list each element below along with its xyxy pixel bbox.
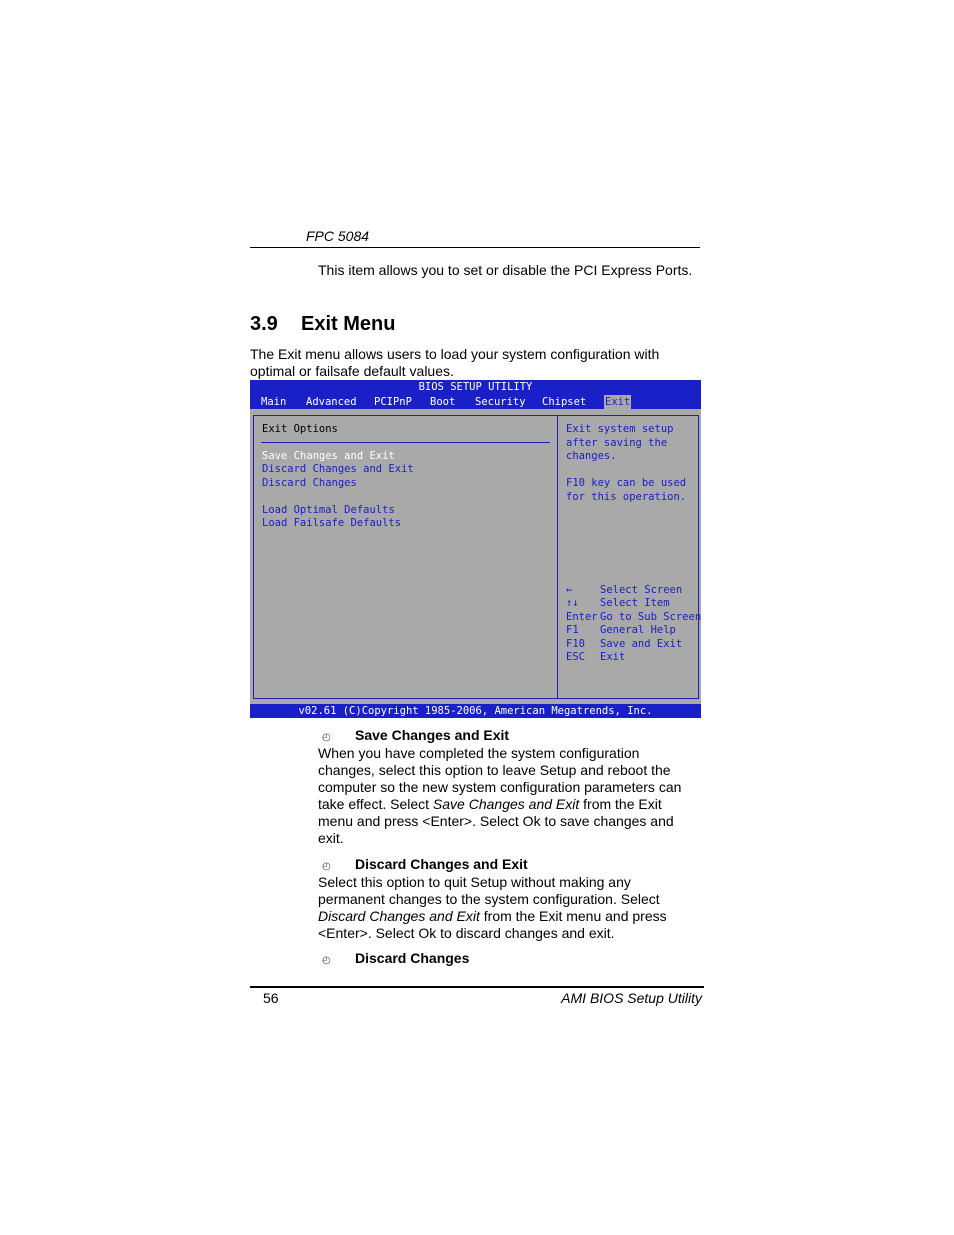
option-save-changes-and-exit[interactable]: Save Changes and Exit	[262, 450, 395, 462]
key-enter: Enter	[566, 611, 598, 623]
footer-rule	[250, 986, 704, 988]
option-load-optimal-defaults[interactable]: Load Optimal Defaults	[262, 504, 395, 516]
para-text: When you have completed the system configuration changes, select this option to leave Setup and reboot the computer so the new system configuration parameters can take effect. Select	[318, 745, 682, 812]
tab-security[interactable]: Security	[475, 396, 526, 408]
item-title: Discard Changes	[355, 950, 470, 966]
bullet-icon: ◴	[322, 732, 331, 743]
section-description: The Exit menu allows users to load your system configuration with optimal or failsafe default values.	[250, 346, 660, 379]
option-discard-changes-and-exit[interactable]: Discard Changes and Exit	[262, 463, 414, 475]
section-heading: Exit Menu	[301, 313, 396, 335]
key-f10: F10	[566, 638, 585, 650]
option-discard-changes[interactable]: Discard Changes	[262, 477, 357, 489]
item-title: Save Changes and Exit	[355, 727, 510, 743]
item-heading	[322, 856, 528, 872]
key-row	[566, 584, 682, 596]
help-text-1: Exit system setup after saving the changes.	[566, 423, 674, 462]
option-load-failsafe-defaults[interactable]: Load Failsafe Defaults	[262, 517, 402, 529]
bios-help-panel	[557, 415, 699, 699]
para-text: from the Exit menu and press <Enter>. Select Ok to discard changes and exit.	[318, 908, 667, 941]
section-number: 3.9	[250, 313, 278, 335]
intro-text: This item allows you to set or disable the PCI Express Ports.	[318, 262, 693, 278]
key-left-arrow: ←	[566, 584, 573, 596]
para-text: from the Exit menu and press <Enter>. Select Ok to save changes and exit.	[318, 796, 674, 846]
section-title	[250, 313, 395, 336]
bios-options-panel	[253, 415, 558, 699]
running-header: FPC 5084	[306, 228, 370, 244]
key-row	[566, 638, 682, 650]
tab-main[interactable]: Main	[261, 396, 287, 408]
bios-section-header: Exit Options	[262, 423, 338, 435]
key-desc: Go to Sub Screen	[600, 611, 701, 623]
bios-copyright-bar: v02.61 (C)Copyright 1985-2006, American Megatrends, Inc.	[250, 704, 701, 718]
item-heading	[322, 727, 509, 743]
key-desc: General Help	[600, 624, 676, 636]
key-f1: F1	[566, 624, 579, 636]
tab-boot[interactable]: Boot	[430, 396, 456, 408]
tab-chipset[interactable]: Chipset	[542, 396, 587, 408]
para-text: Select this option to quit Setup without making any permanent changes to the system configuration. Select	[318, 874, 660, 907]
tab-pcipnp[interactable]: PCIPnP	[374, 396, 412, 408]
bios-tab-bar	[250, 395, 701, 409]
tab-exit[interactable]: Exit	[605, 396, 631, 408]
key-desc: Exit	[600, 651, 626, 663]
item-paragraph	[318, 745, 698, 847]
page-number: 56	[263, 990, 279, 1006]
key-desc: Save and Exit	[600, 638, 683, 650]
bios-divider	[261, 442, 550, 443]
para-emphasis: Discard Changes and Exit	[318, 908, 480, 924]
key-desc: Select Item	[600, 597, 670, 609]
key-row	[566, 651, 625, 663]
key-row	[566, 597, 670, 609]
key-row	[566, 624, 676, 636]
key-desc: Select Screen	[600, 584, 683, 596]
help-text-2: F10 key can be used for this operation.	[566, 477, 687, 503]
tab-advanced[interactable]: Advanced	[306, 396, 357, 408]
bios-screenshot	[250, 380, 701, 718]
item-heading	[322, 950, 469, 966]
header-rule	[250, 247, 700, 248]
para-emphasis: Save Changes and Exit	[432, 796, 580, 812]
key-updown-arrows: ↑↓	[566, 597, 579, 609]
bullet-icon: ◴	[322, 955, 331, 966]
key-row	[566, 611, 701, 623]
key-esc: ESC	[566, 651, 585, 663]
bios-title-bar: BIOS SETUP UTILITY	[250, 380, 701, 395]
item-paragraph	[318, 874, 698, 942]
item-title: Discard Changes and Exit	[355, 856, 528, 872]
footer-title: AMI BIOS Setup Utility	[561, 990, 702, 1006]
bullet-icon: ◴	[322, 861, 331, 872]
